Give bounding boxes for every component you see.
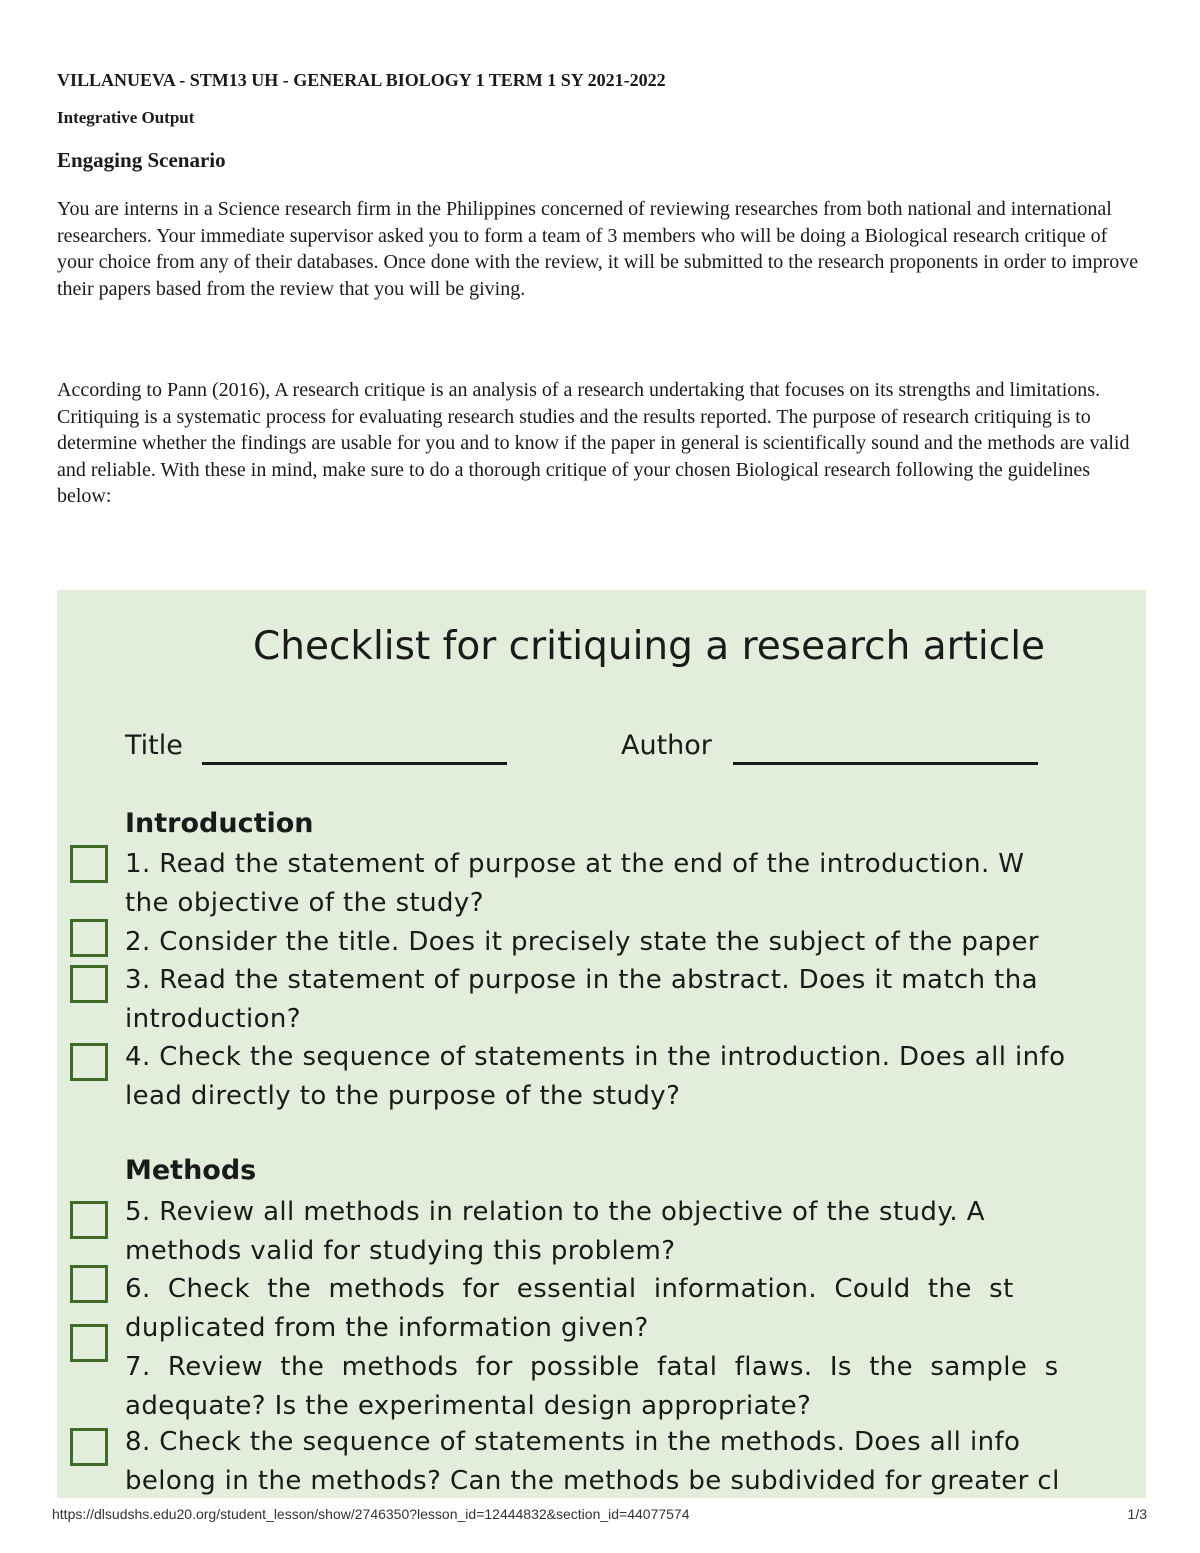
checklist-item-3: 3. Read the statement of purpose in the abstract. Does it match tha introduction? (125, 965, 1038, 1034)
checklist-item-1: 1. Read the statement of purpose at the end of the introduction. W the objective of the study? (125, 849, 1025, 918)
checkbox-8[interactable] (70, 1428, 108, 1466)
title-field-line (202, 762, 507, 765)
checklist-title: Checklist for critiquing a research article (253, 624, 1046, 669)
checklist-image (57, 590, 1146, 1498)
checklist-item-6: 6. Check the methods for essential information. Could the st duplicated from the information given? (125, 1274, 1014, 1343)
author-field-line (733, 762, 1038, 765)
author-field-label: Author (621, 730, 712, 761)
checkbox-4[interactable] (70, 1043, 108, 1081)
methods-heading: Methods (125, 1155, 257, 1186)
checklist-item-2: 2. Consider the title. Does it precisely state the subject of the paper (125, 927, 1039, 957)
checkbox-6[interactable] (70, 1265, 108, 1303)
checkbox-1[interactable] (70, 845, 108, 883)
checklist-item-5: 5. Review all methods in relation to the objective of the study. A methods valid for studying this problem? (125, 1197, 985, 1266)
checkbox-2[interactable] (70, 919, 108, 957)
checklist-item-7: 7. Review the methods for possible fatal flaws. Is the sample s adequate? Is the experimental design appropriate? (125, 1352, 1059, 1421)
document-title: VILLANUEVA - STM13 UH - GENERAL BIOLOGY 1 TERM 1 SY 2021-2022 (57, 70, 666, 90)
checklist-item-8: 8. Check the sequence of statements in the methods. Does all info belong in the methods? Can the methods be subdivided for greater cl (125, 1427, 1060, 1496)
footer-url: https://dlsudshs.edu20.org/student_lesson/show/2746350?lesson_id=12444832&section_id=44077574 (52, 1506, 690, 1522)
introduction-heading: Introduction (125, 808, 314, 839)
scenario-heading: Engaging Scenario (57, 148, 226, 172)
title-field-label: Title (125, 730, 183, 761)
scenario-paragraph: You are interns in a Science research firm in the Philippines concerned of reviewing researches from both national and international researchers. Your immediate supervisor asked you to form a team of 3 members who will be doing a Biological research critique of your choice from any of their databases. Once done with the review, it will be submitted to the research proponents in order to improve their papers based from the review that you will be giving. (57, 198, 1139, 300)
page-number: 1/3 (1127, 1506, 1147, 1522)
section-label: Integrative Output (57, 108, 195, 127)
checklist-item-4: 4. Check the sequence of statements in the introduction. Does all info lead directly to the purpose of the study? (125, 1042, 1066, 1111)
checkbox-3[interactable] (70, 965, 108, 1003)
checkbox-7[interactable] (70, 1324, 108, 1362)
critique-paragraph: According to Pann (2016), A research critique is an analysis of a research undertaking that focuses on its strengths and limitations. Critiquing is a systematic process for evaluating research studies and the results reported. The purpose of research critiquing is to determine whether the findings are usable for you and to know if the paper in general is scientifically sound and the methods are valid and reliable. With these in mind, make sure to do a thorough critique of your chosen Biological research following the guidelines below: (57, 379, 1130, 507)
checkbox-5[interactable] (70, 1201, 108, 1239)
